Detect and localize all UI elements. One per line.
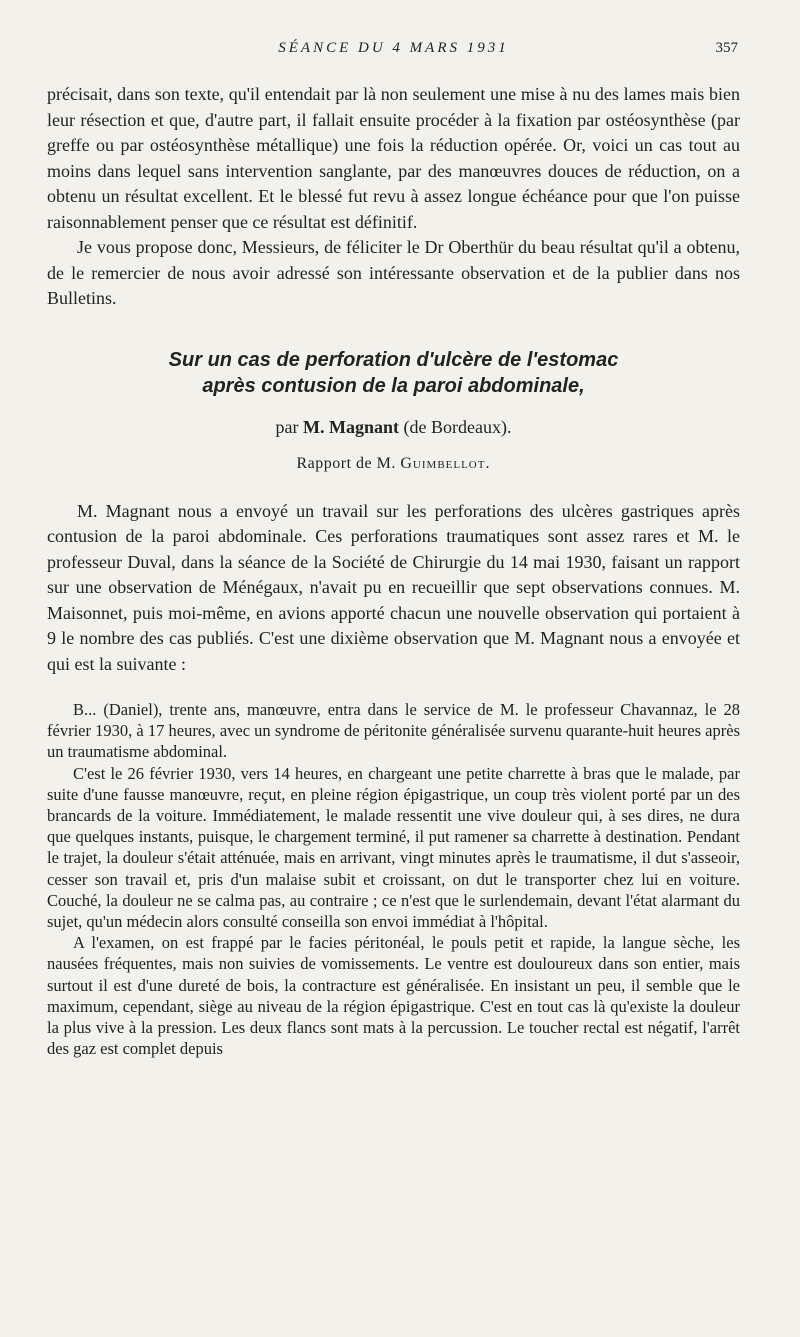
article-title — [47, 347, 740, 399]
page — [47, 36, 740, 1059]
article-title-line-2: après contusion de la paroi abdominale, — [202, 374, 585, 397]
observation-section — [47, 699, 740, 1059]
running-header — [47, 36, 740, 60]
byline-prefix: par — [275, 416, 299, 437]
intro-paragraph-2: Je vous propose donc, Messieurs, de féliciter le Dr Oberthür du beau résultat qu'il a obtenu, de le remercier de nous avoir adressé son intéressante observation et de la publier dans nos Bulletins. — [47, 237, 740, 308]
report-line — [47, 455, 740, 473]
report-prefix: Rapport de M. — [296, 454, 396, 472]
observation-paragraph-1: B... (Daniel), trente ans, manœuvre, entra dans le service de M. le professeur Chavannaz, le 28 février 1930, à 17 heures, avec un syndrome de péritonite généralisée survenu quarante-huit heures après un traumatisme abdominal. — [47, 700, 740, 762]
page-number: 357 — [715, 40, 738, 56]
byline — [47, 417, 740, 438]
main-paragraph-1: M. Magnant nous a envoyé un travail sur les perforations des ulcères gastriques après contusion de la paroi abdominale. Ces perforations traumatiques sont assez rares et M. le professeur Duval, dans la séance de la Société de Chirurgie du 14 mai 1930, faisant un rapport sur une observation de Ménégaux, n'avait pu en recueillir que sept observations connues. M. Maisonnet, puis moi-même, en avions apporté chacun une nouvelle observation qui portaient à 9 le nombre des cas publiés. C'est une dixième observation que M. Magnant nous a envoyée et qui est la suivante : — [47, 500, 740, 674]
reporter-name: Guimbellot. — [400, 454, 491, 472]
main-section — [47, 499, 740, 678]
observation-paragraph-2: C'est le 26 février 1930, vers 14 heures, en chargeant une petite charrette à bras que le malade, par suite d'une fausse manœuvre, reçut, en pleine région épigastrique, un coup très violent porté par un des brancards de la voiture. Immédiatement, le malade ressentit une vive douleur qui, à ses dires, ne dura que quelques instants, puisque, le chargement terminé, il put ramener sa charrette à destination. Pendant le trajet, la douleur s'était atténuée, mais en arrivant, vingt minutes après le traumatisme, il dut s'asseoir, cesser son travail et, pris d'un malaise subit et croissant, on dut le transporter chez lui en voiture. Couché, la douleur ne se calma pas, au contraire ; ce n'est que le surlendemain, devant l'état alarmant du sujet, qu'un médecin alors consulté conseilla son envoi immédiat à l'hôpital. — [47, 763, 740, 932]
author-origin: (de Bordeaux). — [403, 416, 512, 437]
observation-paragraph-3: A l'examen, on est frappé par le facies péritonéal, le pouls petit et rapide, la langue sèche, les nausées fréquentes, mais non suivies de vomissements. Le ventre est douloureux dans son entier, mais surtout il est d'une dureté de bois, la contracture est généralisée. En insistant un peu, il semble que le maximum, cependant, siège au niveau de la région épigastrique. C'est en tout cas là qu'existe la douleur la plus vive à la pression. Les deux flancs sont mats à la percussion. Le toucher rectal est négatif, l'arrêt des gaz est complet depuis — [47, 933, 740, 1059]
author-name: M. Magnant — [303, 416, 399, 437]
intro-paragraph-1: précisait, dans son texte, qu'il entendait par là non seulement une mise à nu des lames mais bien leur résection et que, d'autre part, il fallait ensuite procéder à la fixation par ostéosynthèse (par greffe ou par ostéosynthèse métallique) une fois la réduction opérée. Or, voici un cas tout au moins dans lequel sans intervention sanglante, par des manœuvres douces de réduction, on a obtenu un résultat excellent. Et le blessé fut revu à assez longue échéance pour que l'on puisse raisonnablement penser que ce résultat est définitif. — [47, 84, 740, 232]
article-title-line-1: Sur un cas de perforation d'ulcère de l'estomac — [168, 348, 619, 371]
header-title: SÉANCE DU 4 MARS 1931 — [278, 40, 509, 56]
